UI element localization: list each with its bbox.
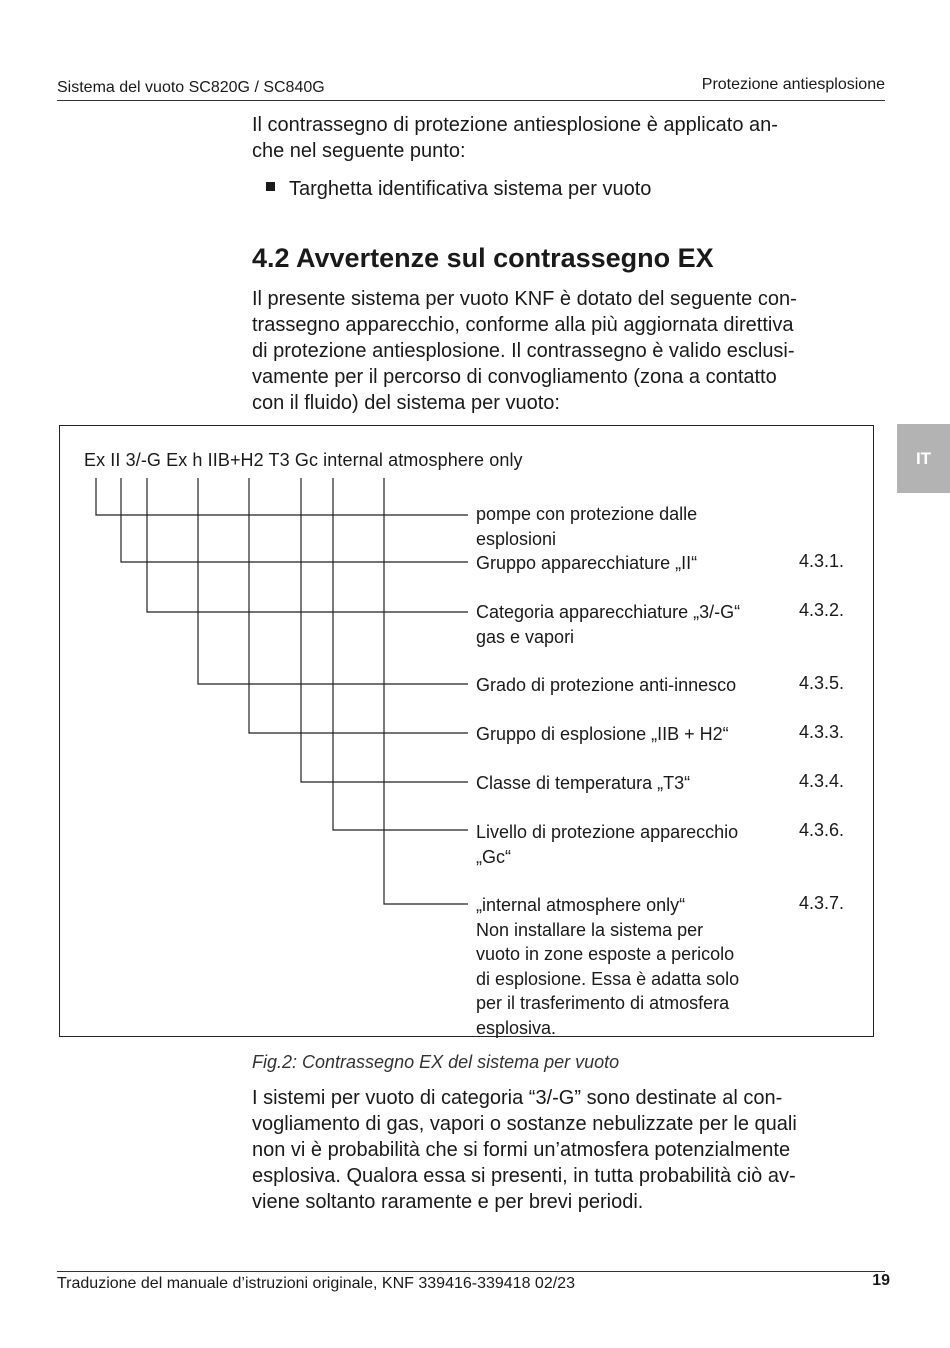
marking-ref: 4.3.6.: [799, 820, 845, 840]
intro-line: che nel seguente punto:: [252, 140, 466, 162]
label-line: per il trasferimento di atmosfera: [476, 993, 730, 1013]
paragraph-line: con il fluido) del sistema per vuoto:: [252, 392, 560, 414]
label-line: Gruppo apparecchiature „II“: [476, 553, 698, 573]
marking-label-protection-level: [476, 820, 786, 869]
marking-ref: 4.3.7.: [799, 893, 845, 913]
intro-line: Il contrassegno di protezione antiesplosione è applicato an-: [252, 114, 778, 136]
connector-line: [384, 478, 468, 904]
paragraph-line: esplosiva. Qualora essa si presenti, in tutta probabilità ciò av-: [252, 1165, 796, 1187]
figure-caption: Fig.2: Contrassegno EX del sistema per vuoto: [252, 1052, 620, 1072]
label-line: „Gc“: [476, 846, 511, 867]
paragraph-line: non vi è probabilità che si formi un’atmosfera potenzialmente: [252, 1139, 791, 1161]
ex-marking-code: Ex II 3/-G Ex h IIB+H2 T3 Gc internal atmosphere only: [84, 450, 523, 470]
marking-label-equipment-group: [476, 551, 786, 576]
paragraph-line: vamente per il percorso di convogliamento (zona a contatto: [252, 366, 777, 388]
connector-line: [121, 478, 468, 562]
paragraph-line: di protezione antiesplosione. Il contrassegno è valido esclusi-: [252, 340, 795, 362]
connector-line: [333, 478, 468, 830]
marking-label-explosion-group: [476, 722, 786, 747]
marking-label-pump-protection: [476, 502, 786, 551]
marking-ref: 4.3.5.: [799, 673, 845, 693]
header-document-title: Sistema del vuoto SC820G / SC840G: [57, 79, 325, 96]
section-heading: 4.2 Avvertenze sul contrassegno EX: [252, 243, 714, 273]
label-line: esplosiva.: [476, 1017, 557, 1038]
marking-label-ignition-protection: [476, 673, 786, 698]
header-chapter-title: Protezione antiesplosione: [701, 76, 885, 93]
label-line: vuoto in zone esposte a pericolo: [476, 944, 735, 964]
label-line: Non installare la sistema per: [476, 919, 704, 940]
connector-line: [147, 478, 468, 612]
footer-divider: [57, 1271, 885, 1272]
paragraph-line: Il presente sistema per vuoto KNF è dotato del seguente con-: [252, 288, 797, 310]
paragraph-line: I sistemi per vuoto di categoria “3/-G” sono destinate al con-: [252, 1087, 783, 1109]
marking-ref: 4.3.1.: [799, 551, 845, 571]
label-line: esplosioni: [476, 528, 557, 549]
label-line: Livello di protezione apparecchio: [476, 822, 739, 842]
marking-ref: 4.3.2.: [799, 600, 845, 620]
label-line: pompe con protezione dalle: [476, 504, 698, 524]
marking-ref: 4.3.3.: [799, 722, 845, 742]
label-line: Gruppo di esplosione „IIB + H2“: [476, 724, 729, 744]
connector-line: [96, 478, 468, 515]
connector-line: [249, 478, 468, 733]
page-number: 19: [872, 1272, 890, 1289]
label-line: Grado di protezione anti-innesco: [476, 675, 737, 695]
marking-ref: 4.3.4.: [799, 771, 845, 791]
label-line: di esplosione. Essa è adatta solo: [476, 968, 740, 989]
closing-paragraph: [252, 1085, 872, 1215]
marking-label-equipment-category: [476, 600, 786, 649]
bullet-text: Targhetta identificativa sistema per vuoto: [289, 178, 652, 200]
language-tab[interactable]: IT: [897, 424, 950, 493]
paragraph-line: trassegno apparecchio, conforme alla più aggiornata direttiva: [252, 314, 794, 336]
label-line: gas e vapori: [476, 626, 575, 647]
paragraph-line: viene soltanto raramente e per brevi periodi.: [252, 1191, 644, 1213]
label-line: „internal atmosphere only“: [476, 895, 686, 915]
label-line: Classe di temperatura „T3“: [476, 773, 691, 793]
paragraph-line: vogliamento di gas, vapori o sostanze nebulizzate per le quali: [252, 1113, 797, 1135]
marking-label-internal-atmosphere: [476, 893, 786, 1040]
footer-text: Traduzione del manuale d’istruzioni originale, KNF 339416-339418 02/23: [57, 1275, 575, 1292]
label-line: Categoria apparecchiature „3/-G“: [476, 602, 741, 622]
marking-label-temperature-class: [476, 771, 786, 796]
